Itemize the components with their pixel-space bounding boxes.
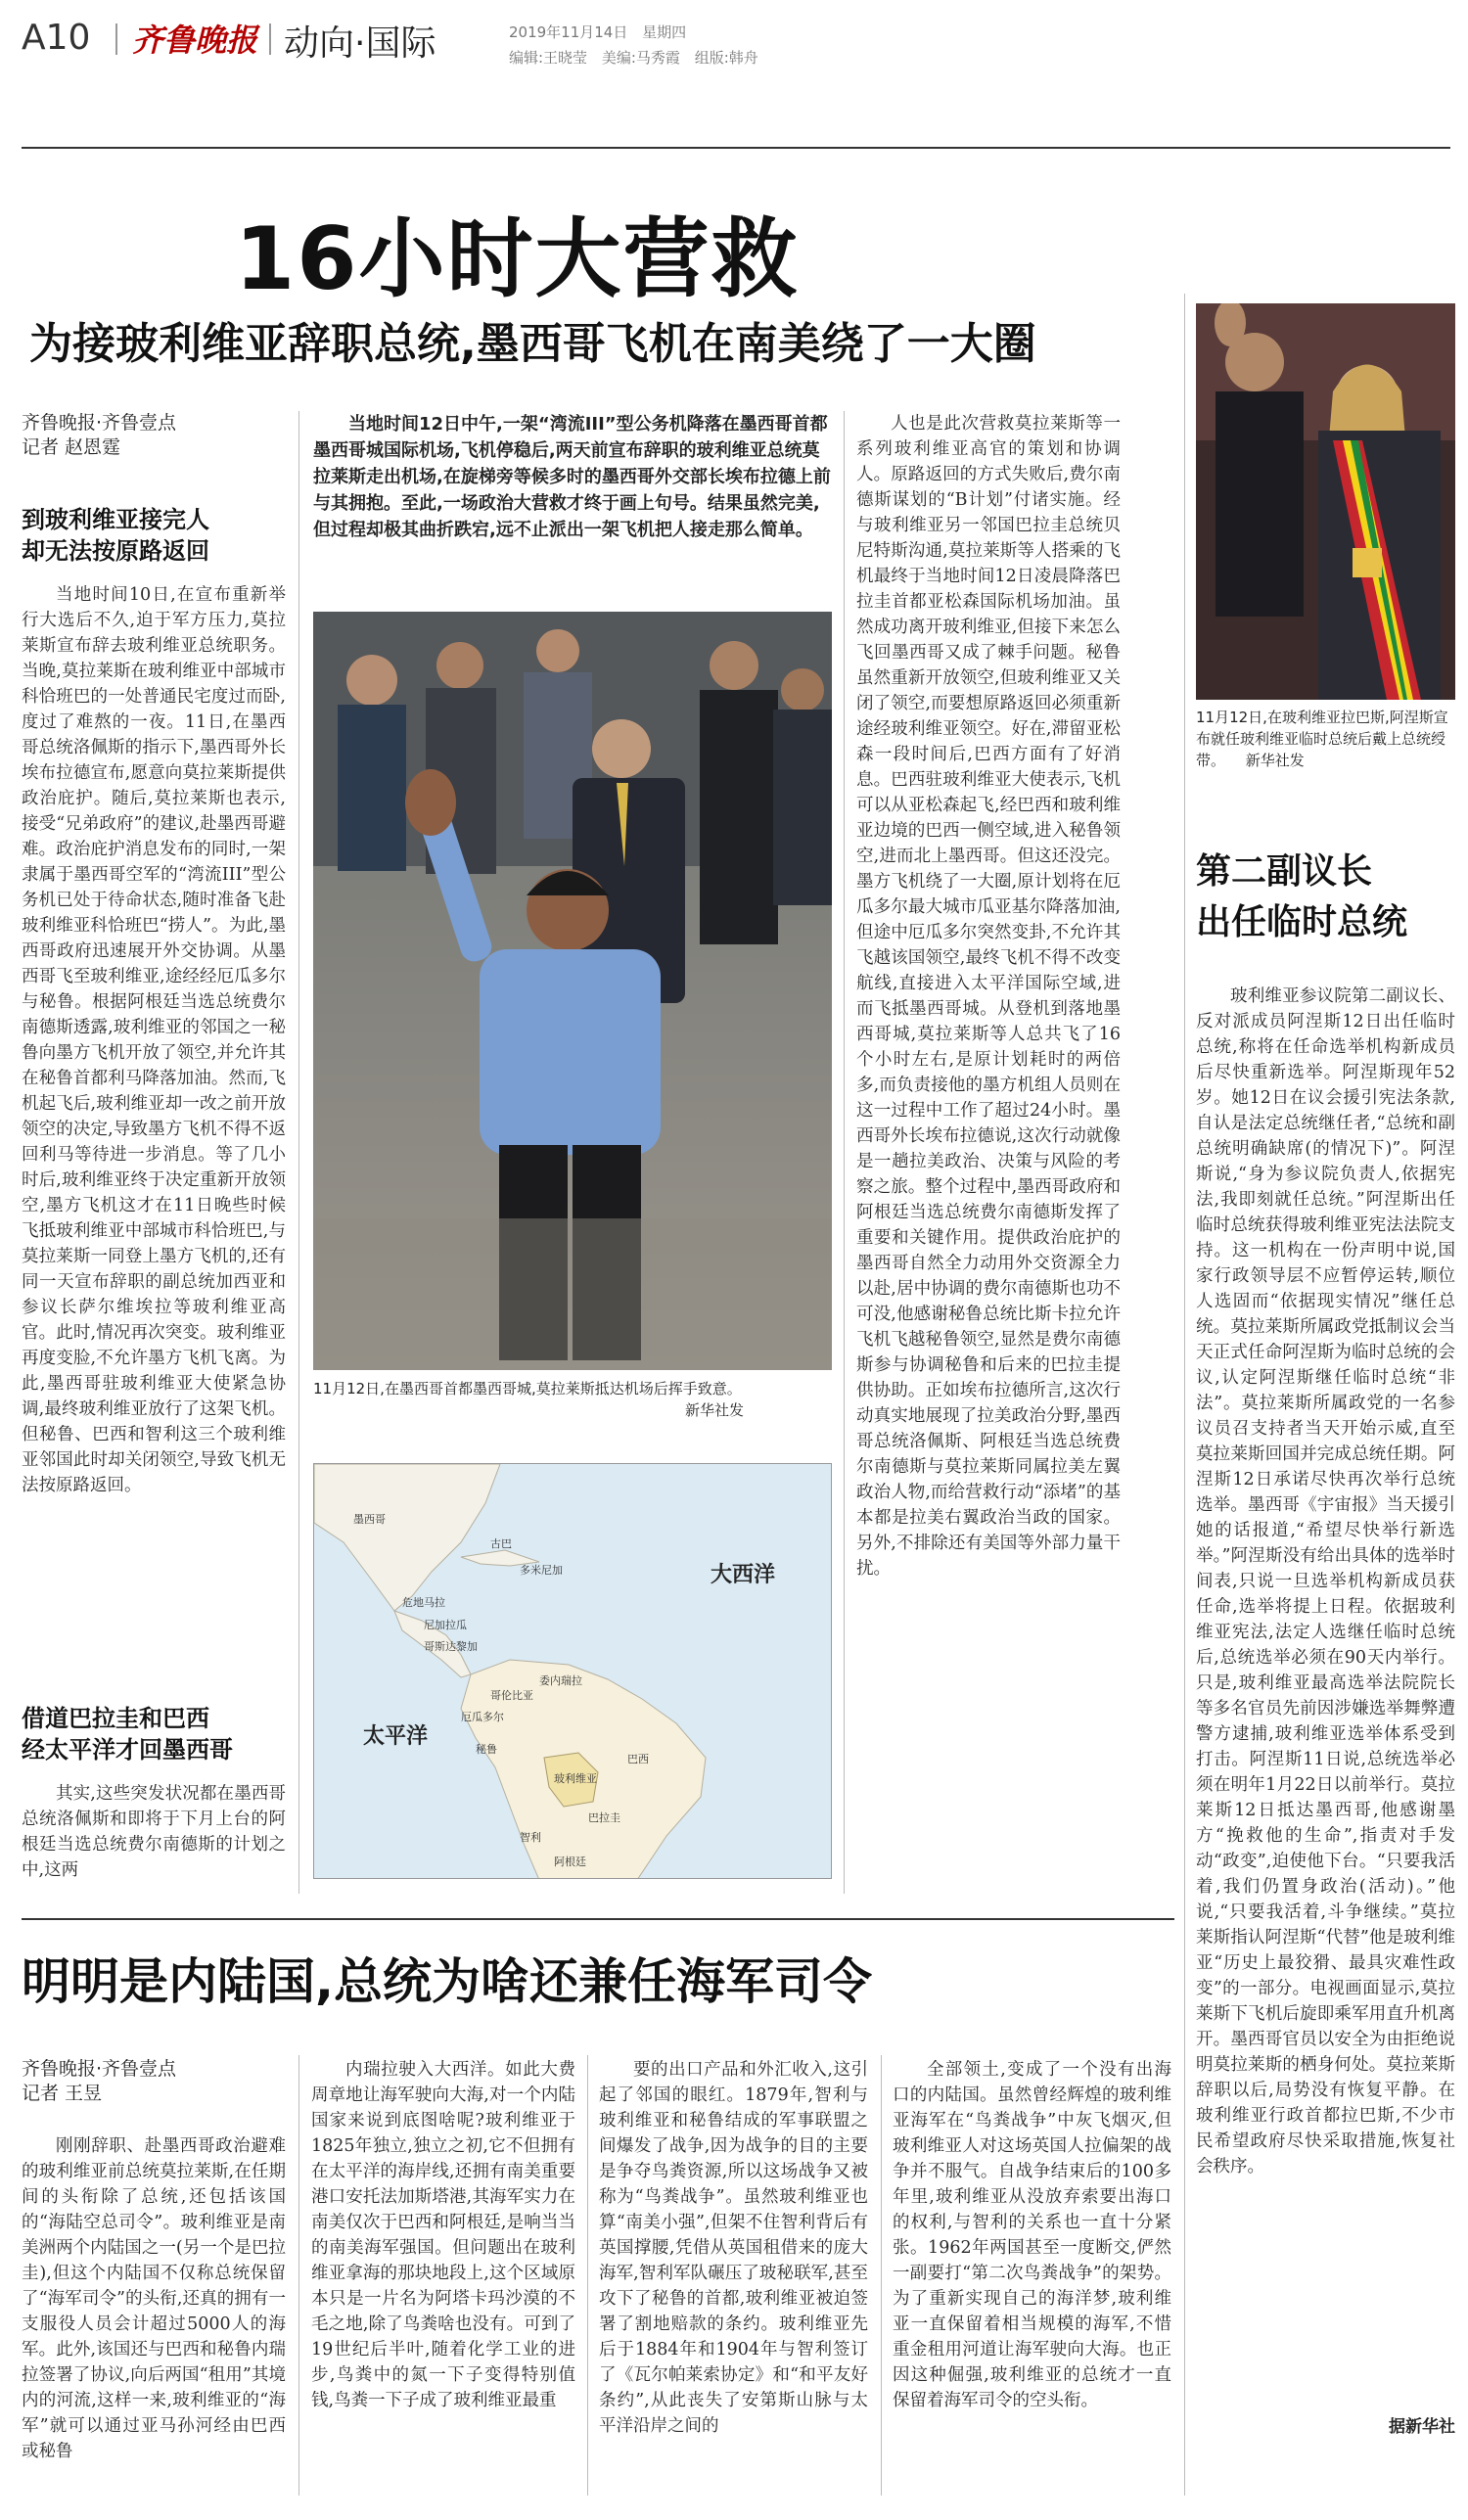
bottom-column-1: 刚刚辞职、赴墨西哥政治避难的玻利维亚前总统莫拉莱斯,在任期间的头衔除了总统,还包括该国的“海陆空总司令”。玻利维亚是南美洲两个内陆国之一(另一个是巴拉圭),但这个内陆国不仅称总统保留了“海军司令”的头衔,还真的拥有一支服役人员会计超过5000人的海军。此外,该国还与巴西和秘鲁内瑞拉签署了协议,向后两国“租用”其境内的河流,这样一来,玻利维亚的“海军”就可以通过亚马孙河经由巴西或秘鲁 [22, 2136, 286, 2461]
map-label: 哥斯达黎加 [424, 1640, 478, 1653]
subhead-2-line-2: 经太平洋才回墨西哥 [22, 1736, 233, 1764]
map-label: 多米尼加 [520, 1564, 563, 1577]
bottom-byline-source: 齐鲁晚报·齐鲁壹点 [22, 2058, 177, 2080]
main-subheadline: 为接玻利维亚辞职总统,墨西哥飞机在南美绕了一大圈 [29, 319, 1036, 369]
photo-morales-waving [313, 612, 832, 1370]
south-america-map [313, 1463, 832, 1879]
photo-credit: 新华社发 [684, 1401, 744, 1419]
map-label: 古巴 [490, 1537, 512, 1550]
sidebar-headline-line-2: 出任临时总统 [1196, 902, 1408, 942]
masthead-logo: 齐鲁晚报 [132, 22, 258, 59]
subhead-2 [22, 1703, 286, 1765]
main-byline [22, 411, 286, 460]
header-divider [115, 23, 117, 55]
subhead-1 [22, 504, 286, 567]
column-divider [298, 2055, 299, 2496]
map-label: 秘鲁 [476, 1743, 497, 1756]
article-column-1: 当地时间10日,在宣布重新举行大选后不久,迫于军方压力,莫拉莱斯宣布辞去玻利维亚总统职务。当晚,莫拉莱斯在玻利维亚中部城市科恰班巴的一处普通民宅度过而卧,度过了难熬的一夜。11日,在墨西哥总统洛佩斯的指示下,墨西哥外长埃布拉德宣布,愿意向莫拉莱斯提供政治庇护。随后,莫拉莱斯也表示,接受“兄弟政府”的建议,赴墨西哥避难。政治庇护消息发布的同时,一架隶属于墨西哥空军的“湾流III”型公务机已处于待命状态,随时准备飞赴玻利维亚科恰班巴“捞人”。为此,墨西哥政府迅速展开外交协调。从墨西哥飞至玻利维亚,途经经厄瓜多尔与秘鲁。根据阿根廷当选总统费尔南德斯透露,玻利维亚的邻国之一秘鲁向墨方飞机开放了领空,并允许其在秘鲁首都利马降落加油。然而,飞机起飞后,玻利维亚却一改之前开放领空的决定,导致墨方飞机不得不返回利马等待进一步消息。等了几小时后,玻利维亚终于决定重新开放领空,墨方飞机这才在11日晚些时候飞抵玻利维亚中部城市科恰班巴,与莫拉莱斯一同登上墨方飞机的,还有同一天宣布辞职的副总统加西亚和参议长萨尔维埃拉等玻利维亚高官。此时,情况再次突变。玻利维亚再度变脸,不允许墨方飞机飞离。为此,墨西哥驻玻利维亚大使紧急协调,最终玻利维亚放行了这架飞机。但秘鲁、巴西和智利这三个玻利维亚邻国此时却关闭领空,导致飞机无法按原路返回。 [22, 585, 286, 1495]
map-graphic [314, 1464, 832, 1879]
layout-credit: 组版:韩舟 [694, 49, 758, 67]
photo-caption-text: 11月12日,在墨西哥首都墨西哥城,莫拉莱斯抵达机场后挥手致意。 [313, 1380, 742, 1397]
sidebar-photo-illustration [1196, 303, 1455, 700]
photo-caption [313, 1378, 832, 1421]
page-number: A10 [22, 18, 91, 58]
article-lead: 当地时间12日中午,一架“湾流III”型公务机降落在墨西哥首都墨西哥城国际机场,飞机停稳后,两天前宣布辞职的玻利维亚总统莫拉莱斯走出机场,在旋梯旁等候多时的墨西哥外交部长埃布拉德上前与其拥抱。至此,一场政治大营救才终于画上句号。结果虽然完美,但过程却极其曲折跌宕,远不止派出一架飞机把人接走那么简单。 [313, 414, 831, 540]
column-divider [844, 411, 845, 1894]
sidebar-caption-text: 11月12日,在玻利维亚拉巴斯,阿涅斯宣布就任玻利维亚临时总统后戴上总统绶带。 [1196, 709, 1448, 769]
bottom-byline-reporter: 记者 王昱 [22, 2083, 103, 2104]
designer-credit: 美编:马秀霞 [601, 49, 680, 67]
issue-weekday: 星期四 [642, 23, 687, 41]
subhead-1-line-1: 到玻利维亚接完人 [22, 506, 209, 533]
map-label: 玻利维亚 [554, 1772, 597, 1785]
byline-reporter: 记者 赵恩霆 [22, 436, 121, 458]
map-label: 墨西哥 [353, 1513, 386, 1526]
editor-credit: 编辑:王晓莹 [509, 49, 588, 67]
main-headline: 16小时大营救 [235, 208, 800, 309]
sidebar-article: 玻利维亚参议院第二副议长、反对派成员阿涅斯12日出任临时总统,称将在任命选举机构新成员后尽快重新选举。阿涅斯现年52岁。她12日在议会援引宪法条款,自认是法定总统继任者,“总统和副总统明确缺席(的情况下)”。阿涅斯说,“身为参议院负责人,依据宪法,我即刻就任总统。”阿涅斯出任临时总统获得玻利维亚宪法法院支持。这一机构在一份声明中说,国家行政领导层不应暂停运转,顺位人选固而“依据现实情况”继任总统。莫拉莱斯所属政党抵制议会当天正式任命阿涅斯为临时总统的会议,认定阿涅斯继任临时总统“非法”。莫拉莱斯所属政党的一名参议员召支持者当天开始示威,直至莫拉莱斯回国并完成总统任期。阿涅斯12日承诺尽快再次举行总统选举。墨西哥《宇宙报》当天援引她的话报道,“希望尽快举行新选举。”阿涅斯没有给出具体的选举时间表,只说一旦选举机构新成员获任命,选举将提上日程。依据玻利维亚宪法,法定人选继任临时总统后,总统选举必须在90天内举行。只是,玻利维亚最高选举法院院长等多名官员先前因涉嫌选举舞弊遭警方逮捕,玻利维亚选举体系受到打击。阿涅斯11日说,总统选举必须在明年1月22日以前举行。莫拉莱斯12日抵达墨西哥,他感谢墨方“挽救他的生命”,指责对手发动“政变”,迫使他下台。“只要我活着,我们仍置身政治(活动)。”他说,“只要我活着,斗争继续。”莫拉莱斯指认阿涅斯“代替”他是玻利维亚“历史上最狡猾、最具灾难性政变”的一部分。电视画面显示,莫拉莱斯下飞机后旋即乘军用直升机离开。墨西哥官员以安全为由拒绝说明莫拉莱斯的栖身何处。莫拉莱斯辞职以后,局势没有恢复平静。在玻利维亚行政首都拉巴斯,不少市民希望政府尽快采取措施,恢复社会秩序。 [1196, 986, 1455, 2176]
map-label: 厄瓜多尔 [461, 1711, 504, 1723]
map-ocean-label: 太平洋 [363, 1724, 429, 1749]
bottom-byline [22, 2057, 286, 2106]
header-staff-line [509, 47, 758, 68]
sidebar-headline-line-1: 第二副议长 [1196, 851, 1373, 892]
map-label: 尼加拉瓜 [424, 1619, 467, 1631]
bottom-column-2: 内瑞拉驶入大西洋。如此大费周章地让海军驶向大海,对一个内陆国家来说到底图啥呢?玻利维亚于1825年独立,独立之初,它不但拥有在太平洋的海岸线,还拥有南美重要港口安托法加斯塔港,其海军实力在南美仅次于巴西和阿根廷,是响当当的南美海军强国。但问题出在玻利维亚拿海的那块地段上,这个区域原本只是一片名为阿塔卡玛沙漠的不毛之地,除了鸟粪啥也没有。可到了19世纪后半叶,随着化学工业的进步,鸟粪中的氮一下子变得特别值钱,鸟粪一下子成了玻利维亚最重 [311, 2060, 575, 2410]
bottom-headline: 明明是内陆国,总统为啥还兼任海军司令 [22, 1953, 872, 2010]
article-column-3: 人也是此次营救莫拉莱斯等一系列玻利维亚高官的策划和协调人。原路返回的方式失败后,费尔南德斯谋划的“B计划”付诸实施。经与玻利维亚另一邻国巴拉圭总统贝尼特斯沟通,莫拉莱斯等人搭乘的飞机最终于当地时间12日凌晨降落巴拉圭首都亚松森国际机场加油。虽然成功离开玻利维亚,但接下来怎么飞回墨西哥又成了棘手问题。秘鲁虽然重新开放领空,但玻利维亚又关闭了领空,而要想原路返回必须重新途经玻利维亚领空。好在,滞留亚松森一段时间后,巴西方面有了好消息。巴西驻玻利维亚大使表示,飞机可以从亚松森起飞,经巴西和玻利维亚边境的巴西一侧空域,进入秘鲁领空,进而北上墨西哥。但这还没完。墨方飞机绕了一大圈,原计划将在厄瓜多尔最大城市瓜亚基尔降落加油,但途中厄瓜多尔突然变卦,不允许其飞越该国领空,最终飞机不得不改变航线,直接进入太平洋国际空域,进而飞抵墨西哥城。从登机到落地墨西哥城,莫拉莱斯等人总共飞了16个小时左右,是原计划耗时的两倍多,而负责接他的墨方机组人员则在这一过程中工作了超过24小时。墨西哥外长埃布拉德说,这次行动就像是一趟拉美政治、决策与风险的考察之旅。整个过程中,墨西哥政府和阿根廷当选总统费尔南德斯发挥了重要和关键作用。提供政治庇护的墨西哥自然全力动用外交资源全力以赴,居中协调的费尔南德斯也功不可没,他感谢秘鲁总统比斯卡拉允许飞机飞越秘鲁领空,显然是费尔南德斯参与协调秘鲁和后来的巴拉圭提供协助。正如埃布拉德所言,这次行动真实地展现了拉美政治分野,墨西哥总统洛佩斯、阿根廷当选总统费尔南德斯与莫拉莱斯同属拉美左翼政治人物,而给营救行动“添堵”的基本都是拉美右翼政治当政的国家。另外,不排除还有美国等外部力量干扰。 [856, 414, 1121, 1579]
map-label: 巴西 [627, 1753, 649, 1765]
sidebar-photo-credit: 新华社发 [1245, 752, 1305, 769]
map-label: 智利 [520, 1831, 541, 1844]
byline-source: 齐鲁晚报·齐鲁壹点 [22, 412, 177, 434]
header-divider [269, 23, 271, 55]
article-column-1-continued: 其实,这些突发状况都在墨西哥总统洛佩斯和即将于下月上台的阿根廷当选总统费尔南德斯的计划之中,这两 [22, 1784, 286, 1880]
bottom-column-4: 全部领土,变成了一个没有出海口的内陆国。虽然曾经辉煌的玻利维亚海军在“鸟粪战争”中灰飞烟灭,但玻利维亚人对这场英国人拉偏架的战争并不服气。自战争结束后的100多年里,玻利维亚从没放弃索要出海口的权利,与智利的关系也一直十分紧张。1962年两国甚至一度断交,俨然一副要打“第二次鸟粪战争”的架势。为了重新实现自己的海洋梦,玻利维亚一直保留着相当规模的海军,不惜重金租用河道让海军驶向大海。也正因这种倔强,玻利维亚的总统才一直保留着海军司令的空头衔。 [893, 2060, 1171, 2410]
section-title: 动向·国际 [284, 23, 436, 64]
column-divider [587, 2055, 588, 2496]
sidebar-photo-caption [1196, 707, 1455, 771]
issue-date: 2019年11月14日 [509, 23, 628, 41]
sidebar-source: 据新华社 [1389, 2417, 1455, 2437]
subhead-2-line-1: 借道巴拉圭和巴西 [22, 1705, 209, 1732]
photo-illustration [313, 612, 832, 1370]
map-label: 危地马拉 [402, 1596, 445, 1609]
map-label: 委内瑞拉 [539, 1674, 582, 1687]
map-label: 巴拉圭 [588, 1811, 620, 1824]
column-divider [298, 411, 299, 1894]
bottom-story-rule [22, 1918, 1174, 1920]
sidebar-divider [1184, 294, 1185, 2496]
column-divider [881, 2055, 882, 2496]
subhead-1-line-2: 却无法按原路返回 [22, 537, 209, 565]
sidebar-headline [1196, 847, 1455, 948]
map-label: 阿根廷 [554, 1856, 586, 1868]
header-date-line [509, 22, 686, 42]
header-rule [22, 147, 1450, 149]
bottom-column-3: 要的出口产品和外汇收入,这引起了邻国的眼红。1879年,智利与玻利维亚和秘鲁结成的军事联盟之间爆发了战争,因为战争的目的主要是争夺鸟粪资源,所以这场战争又被称为“鸟粪战争”。虽然玻利维亚也算“南美小强”,但架不住智利背后有英国撑腰,凭借从英国租借来的庞大海军,智利军队碾压了玻秘联军,甚至攻下了秘鲁的首都,玻利维亚被迫签署了割地赔款的条约。玻利维亚先后于1884年和1904年与智利签订了《瓦尔帕莱索协定》和“和平友好条约”,从此丧失了安第斯山脉与太平洋沿岸之间的 [599, 2060, 868, 2436]
photo-anez-inauguration [1196, 303, 1455, 700]
map-ocean-label: 大西洋 [711, 1563, 776, 1587]
map-label: 哥伦比亚 [490, 1689, 533, 1702]
